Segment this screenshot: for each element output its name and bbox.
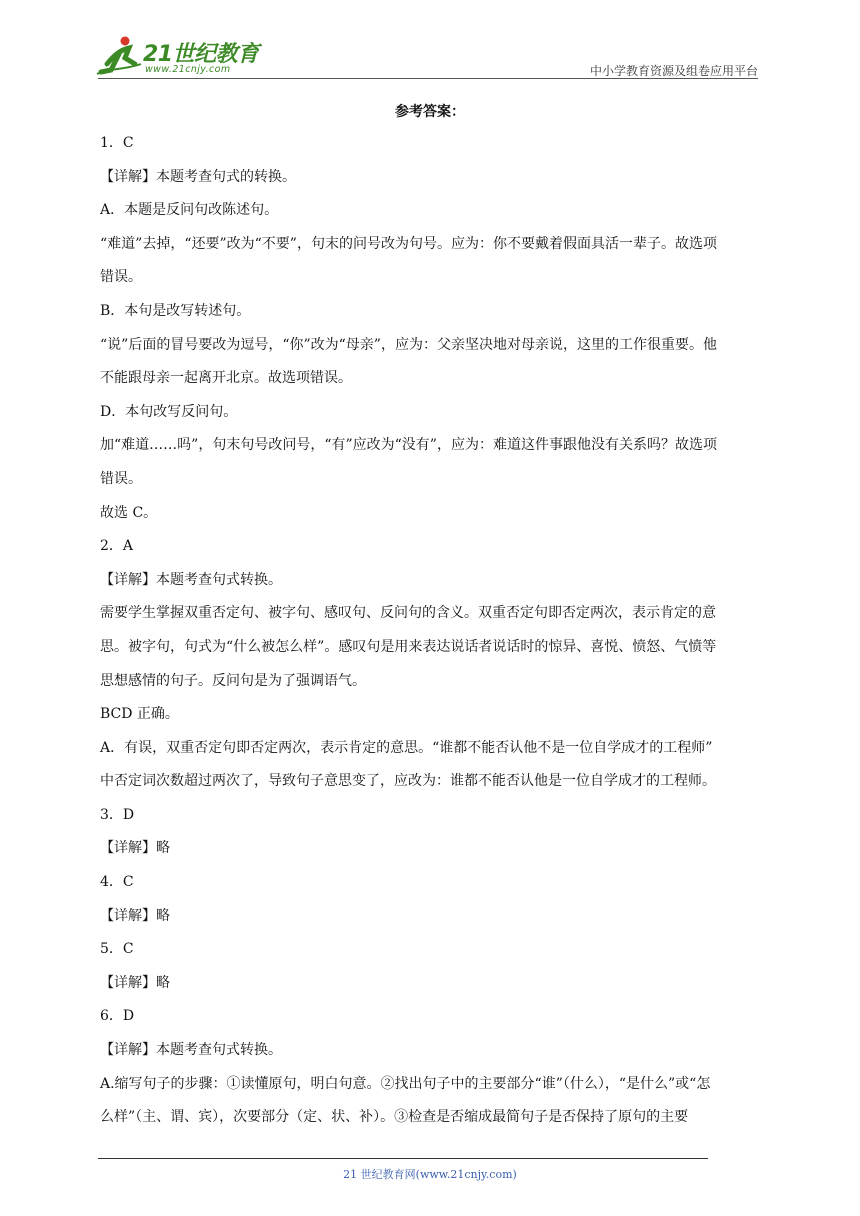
text-line: A．有误，双重否定句即否定两次，表示肯定的意思。“谁都不能否认他不是一位自学成才的工程师” [100,739,713,756]
text-line: 5．C [100,941,134,958]
footer-divider [98,1158,708,1159]
text-line: 需要学生掌握双重否定句、被字句、感叹句、反问句的含义。双重否定句即否定两次，表示肯定的意 [100,605,716,622]
brand-name: 21世纪教育 [143,42,259,67]
text-line: 【详解】略 [100,907,170,924]
text-line: 故选 C。 [100,504,158,521]
text-line: D．本句改写反问句。 [100,403,238,420]
answer-body [100,127,762,1135]
brand-domain: www.21cnjy.com [145,64,231,75]
text-line: 【详解】本题考查句式转换。 [100,571,282,588]
text-line: 1．C [100,135,134,151]
text-line: 【详解】略 [100,974,170,991]
page-header [95,30,760,80]
text-line: A.缩写句子的步骤：①读懂原句，明白句意。②找出句子中的主要部分“谁”（什么），“是什么”或“怎 [100,1075,711,1092]
text-line: 【详解】略 [100,840,170,857]
text-line: 思。被字句，句式为“什么被怎么样”。感叹句是用来表达说话者说话时的惊异、喜悦、愤怒、气愤等 [100,638,717,655]
page-title: 参考答案： [395,104,465,120]
text-line: “难道”去掉，“还要”改为“不要”，句末的问号改为句号。应为：你不要戴着假面具活一辈子。故选项 [100,235,717,252]
text-line: 【详解】本题考查句式的转换。 [100,168,296,185]
text-line: 错误。 [100,269,142,286]
logo [95,34,275,78]
text-line: 错误。 [100,470,142,487]
text-line: 6．D [100,1008,135,1025]
page-footer: 21 世纪教育网(www.21cnjy.com) [343,1168,517,1181]
platform-label: 中小学教育资源及组卷应用平台 [589,64,758,78]
text-line: A．本题是反问句改陈述句。 [100,202,279,219]
text-line: B．本句是改写转述句。 [100,302,251,319]
running-figure-icon [95,34,143,78]
text-line: 加“难道……吗”，句末句号改问号，“有”应改为“没有”，应为：难道这件事跟他没有关系吗？故选项 [100,437,717,454]
text-line: 4．C [100,874,134,891]
text-line: 3．D [100,806,135,823]
text-line: 中否定词次数超过两次了，导致句子意思变了，应改为：谁都不能否认他是一位自学成才的工程师。 [100,773,716,790]
text-line: 2．A [100,538,134,555]
header-divider [98,78,758,79]
text-line: 不能跟母亲一起离开北京。故选项错误。 [100,370,352,387]
text-line: “说”后面的冒号要改为逗号，“你”改为“母亲”，应为：父亲坚决地对母亲说，这里的工作很重要。他 [100,336,717,353]
text-line: BCD 正确。 [100,706,179,723]
text-line: 【详解】本题考查句式转换。 [100,1042,282,1059]
text-line: 么样”（主、谓、宾），次要部分（定、状、补）。③检查是否缩成最简句子是否保持了原句的主要 [100,1109,689,1126]
text-line: 思想感情的句子。反问句是为了强调语气。 [100,672,366,689]
